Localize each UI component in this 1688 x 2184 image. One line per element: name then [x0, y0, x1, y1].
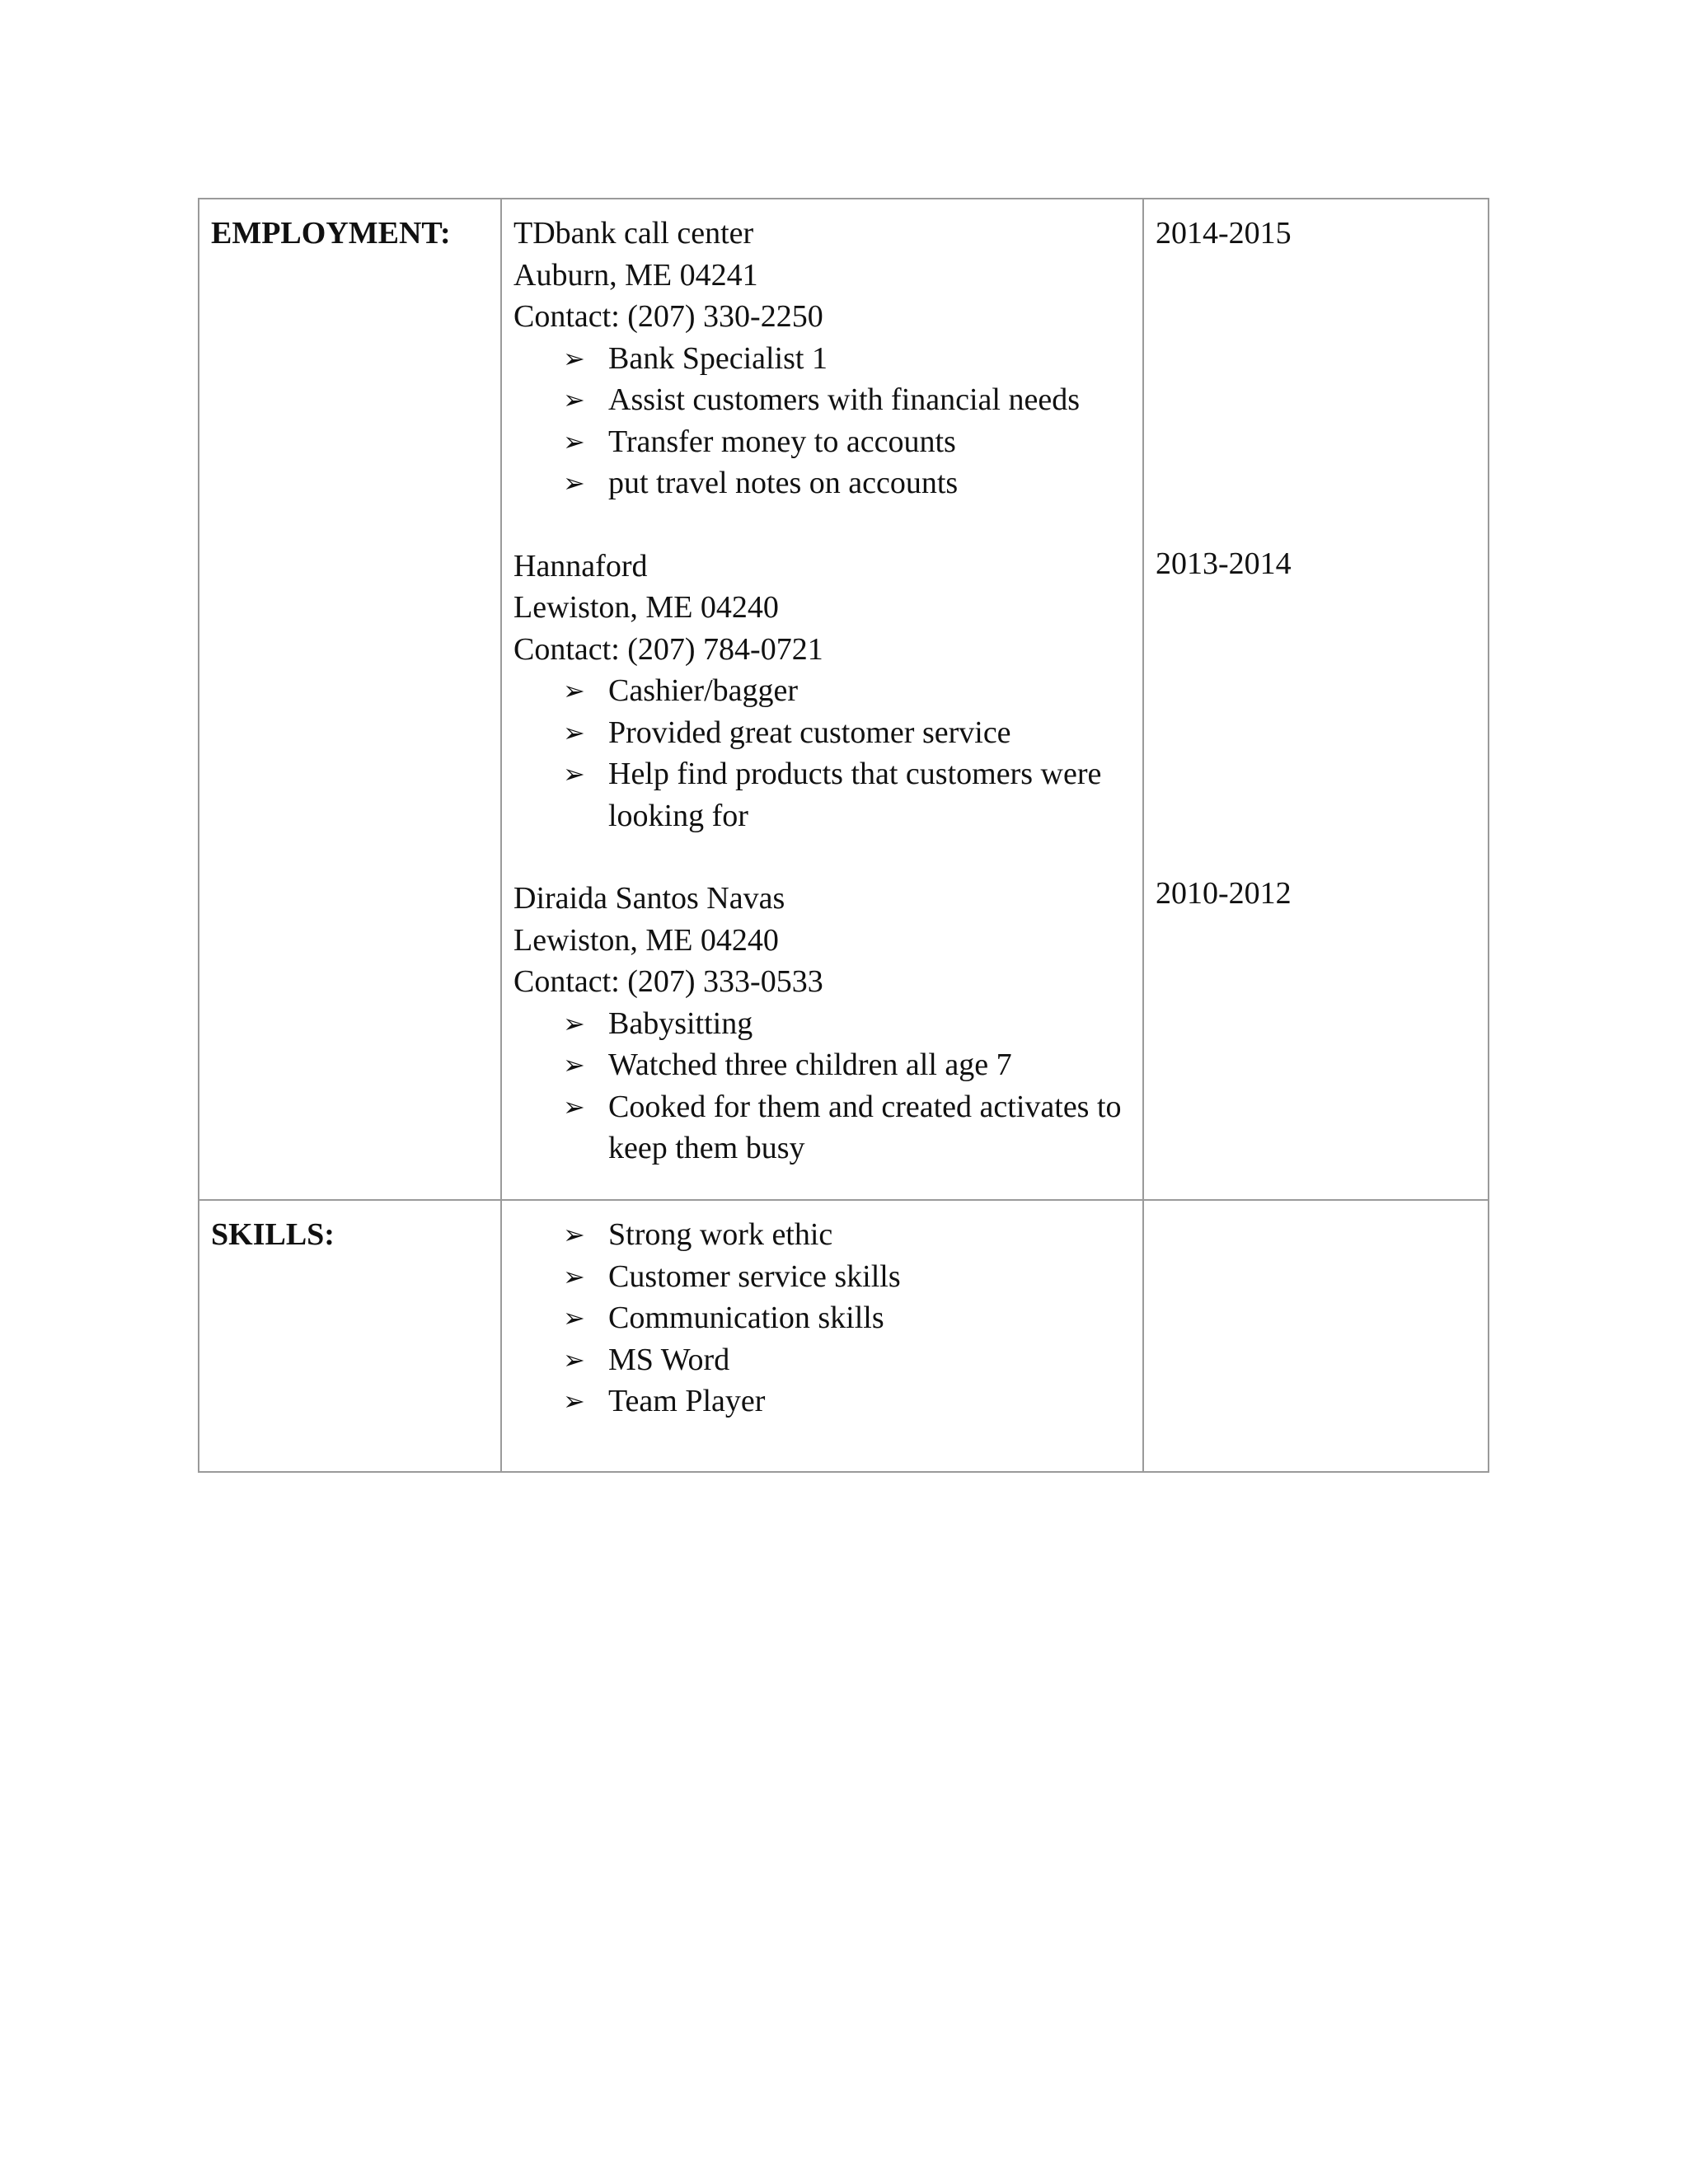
- employment-details-cell: [501, 199, 1143, 1200]
- arrow-bullet-icon: ➢: [563, 1302, 585, 1333]
- job-contact: Contact: (207) 333-0533: [513, 964, 823, 999]
- job-location: Lewiston, ME 04240: [513, 922, 779, 958]
- skills-empty-cell: [1143, 1200, 1489, 1472]
- employment-dates-cell: [1143, 199, 1489, 1200]
- job-bullets: [513, 338, 1131, 504]
- job-location: Auburn, ME 04241: [513, 257, 758, 293]
- list-item: ➢ Help find products that customers were looking for: [513, 753, 1131, 837]
- job-contact: Contact: (207) 784-0721: [513, 631, 823, 667]
- job-employer: Hannaford: [513, 548, 648, 583]
- arrow-bullet-icon: ➢: [563, 1219, 585, 1250]
- skills-list-cell: [501, 1200, 1143, 1472]
- arrow-bullet-icon: ➢: [563, 758, 585, 790]
- job-contact: Contact: (207) 330-2250: [513, 299, 823, 334]
- arrow-bullet-icon: ➢: [563, 467, 585, 499]
- job-employer: TDbank call center: [513, 216, 754, 251]
- arrow-bullet-icon: ➢: [563, 675, 585, 706]
- job-entry: [513, 546, 1131, 837]
- job-dates: 2014-2015: [1156, 216, 1292, 251]
- list-item: ➢ MS Word: [513, 1339, 1131, 1381]
- employment-label: EMPLOYMENT:: [211, 216, 451, 251]
- list-item: ➢ Communication skills: [513, 1297, 1131, 1339]
- arrow-bullet-icon: ➢: [563, 384, 585, 415]
- arrow-bullet-icon: ➢: [563, 1049, 585, 1080]
- list-item: ➢ put travel notes on accounts: [513, 462, 1131, 504]
- job-bullets: [513, 1003, 1131, 1169]
- list-item: ➢ Provided great customer service: [513, 712, 1131, 754]
- job-location: Lewiston, ME 04240: [513, 590, 779, 625]
- list-item: ➢ Team Player: [513, 1380, 1131, 1422]
- arrow-bullet-icon: ➢: [563, 716, 585, 748]
- skills-row: [199, 1200, 1489, 1472]
- job-bullets: [513, 670, 1131, 837]
- list-item: ➢ Bank Specialist 1: [513, 338, 1131, 380]
- resume-table: [198, 198, 1489, 1473]
- arrow-bullet-icon: ➢: [563, 1343, 585, 1376]
- list-item: ➢ Assist customers with financial needs: [513, 379, 1131, 421]
- arrow-bullet-icon: ➢: [563, 1260, 585, 1292]
- list-item: ➢ Watched three children all age 7: [513, 1044, 1131, 1086]
- list-item: ➢ Strong work ethic: [513, 1214, 1131, 1256]
- employment-row: [199, 199, 1489, 1200]
- skills-label: SKILLS:: [211, 1217, 335, 1252]
- list-item: ➢ Customer service skills: [513, 1256, 1131, 1298]
- list-item: ➢ Transfer money to accounts: [513, 421, 1131, 463]
- employment-label-cell: [199, 199, 501, 1200]
- list-item: ➢ Cooked for them and created activates to keep them busy: [513, 1086, 1131, 1169]
- arrow-bullet-icon: ➢: [563, 1385, 585, 1417]
- arrow-bullet-icon: ➢: [563, 425, 585, 457]
- skills-list: [513, 1214, 1131, 1422]
- arrow-bullet-icon: ➢: [563, 1007, 585, 1039]
- job-entry: [513, 878, 1131, 1169]
- job-entry: [513, 213, 1131, 504]
- list-item: ➢ Babysitting: [513, 1003, 1131, 1045]
- job-dates: 2013-2014: [1156, 546, 1292, 581]
- job-employer: Diraida Santos Navas: [513, 881, 785, 916]
- arrow-bullet-icon: ➢: [563, 1090, 585, 1122]
- list-item: ➢ Cashier/bagger: [513, 670, 1131, 712]
- job-dates: 2010-2012: [1156, 876, 1292, 911]
- skills-label-cell: [199, 1200, 501, 1472]
- arrow-bullet-icon: ➢: [563, 342, 585, 374]
